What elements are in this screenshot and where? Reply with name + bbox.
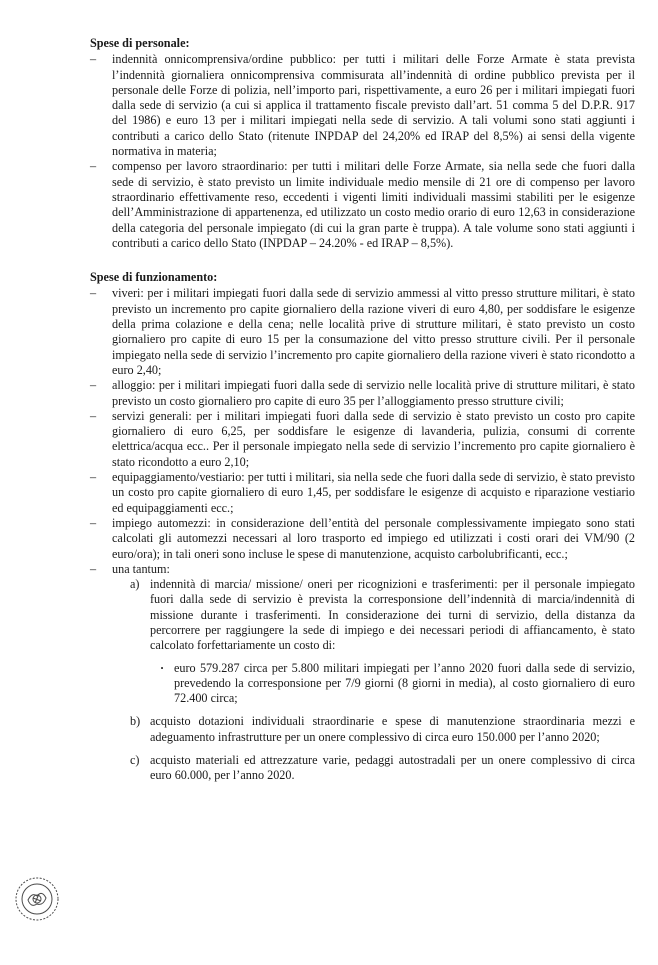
document-body <box>90 36 635 792</box>
personale-list <box>90 52 635 251</box>
list-item-equipaggiamento: – equipaggiamento/vestiario: per tutti i militari, sia nella sede che fuori dalla sede di servizio, è stato previsto un costo pro capite giornaliero di euro 1,45, per soddisfare le esigenze di acquisto e riparazione vestiario ed equipaggiamenti ecc.; <box>112 470 635 516</box>
sub-item: · euro 579.287 circa per 5.800 militari impiegati per l’anno 2020 fuori dalla sede di servizio, prevedendo la corresponsione per 7/9 giorni (8 giorni in media), al costo giornaliero di euro 72.400 circa; <box>174 661 635 707</box>
item-text: acquisto materiali ed attrezzature varie, pedaggi autostradali per un onere complessivo di circa euro 60.000, per l’anno 2020. <box>150 753 635 783</box>
item-marker: a) <box>130 577 140 592</box>
item-text: indennità di marcia/ missione/ oneri per ricognizioni e trasferimenti: per il personale impiegato fuori dalla sede di servizio è prevista la corresponsione dell’indennità di marcia/indennità di missione durante i trasferimenti. In considerazione dei turni di servizio, della distanza da percorrere per raggiungere la sede di impiego e dei necessari periodi di affiancamento, è stato calcolato forfettariamente un costo di: <box>150 577 635 653</box>
list-item-indennita: – indennità onnicomprensiva/ordine pubblico: per tutti i militari delle Forze Armate è stata prevista l’indennità giornaliera onnicomprensiva commisurata all’indennità di ordine pubblico prevista per il personale delle Forze di polizia, nell’importo pari, rispettivamente, a euro 26 per i militari impiegati fuori dalla sede di servizio (a cui si applica il trattamento fiscale previsto dall’art. 51 comma 5 del D.P.R. 917 del 1986) e euro 13 per i militari impiegati nella sede di servizio. A tali volumi sono stati aggiunti i contributi a carico dello Stato (ritenute INPDAP del 24,20% ed IRAP del 8,5%) ai sensi della vigente normativa in materia; <box>112 52 635 159</box>
list-item-una-tantum <box>112 562 635 784</box>
list-item-automezzi: – impiego automezzi: in considerazione dell’entità del personale complessivamente impiegato sono stati calcolati gli automezzi necessari al loro trasporto ed impiego ed utilizzati i costi orari dei VM/90 (2 euro/ora); in tali oneri sono incluse le spese di manutenzione, acquisto carbolubrificanti, ecc.; <box>112 516 635 562</box>
una-tantum-item-c <box>130 753 635 784</box>
una-tantum-sublist <box>150 661 635 707</box>
funzionamento-list <box>90 286 635 783</box>
list-item-straordinario: – compenso per lavoro straordinario: per tutti i militari delle Forze Armate, sia nella sede che fuori dalla sede di servizio, è stato previsto un limite individuale medio mensile di 21 ore di compenso per lavoro straordinario effettivamente reso, eccedenti i vigenti limiti individuali massimi stabiliti per le esigenze dell’Amministrazione di appartenenza, ed utilizzato un costo medio orario di euro 12,63 in considerazione della categoria del personale impiegato (di cui la gran parte è truppa). A tale volume sono stati aggiunti i contributi a carico dello Stato (INPDAP – 24.20% - ed IRAP – 8,5%). <box>112 159 635 251</box>
list-item-servizi-generali: – servizi generali: per i militari impiegati fuori dalla sede di servizio è stato previsto un costo pro capite giornaliero di euro 6,25, per soddisfare le esigenze di lavanderia, pulizia, consumi di corrente elettrica/acqua ecc.. Per il personale impiegato nella sede di servizio l’incremento pro capite giornaliero è stato ricondotto a euro 2,10; <box>112 409 635 470</box>
list-item-alloggio: – alloggio: per i militari impiegati fuori dalla sede di servizio nelle località prive di strutture militari, è stato previsto un costo giornaliero pro capite di euro 35 per l’alloggiamento presso strutture civili; <box>112 378 635 409</box>
section-heading-funzionamento: Spese di funzionamento: <box>90 270 218 285</box>
una-tantum-item-b <box>130 714 635 745</box>
item-marker: b) <box>130 714 141 729</box>
una-tantum-item-a <box>130 577 635 706</box>
item-text: acquisto dotazioni individuali straordinarie e spese di manutenzione straordinaria mezzi e adeguamento infrastrutture per un onere complessivo di circa euro 150.000 per l’anno 2020; <box>150 714 635 744</box>
official-seal-icon <box>14 876 60 922</box>
section-heading-personale: Spese di personale: <box>90 36 190 50</box>
list-item-viveri: – viveri: per i militari impiegati fuori dalla sede di servizio ammessi al vitto presso strutture militari, è stato previsto un incremento pro capite giornaliero della razione viveri di euro 4,80, per soddisfare le esigenze della prima colazione e della cena; nelle località prive di strutture militari, è stato previsto un costo giornaliero pro capite di euro 15 per la consumazione del vitto presso strutture civili. Per il personale impiegato nella sede di servizio l’incremento pro capite giornaliero della razione viveri è stato ricondotto a euro 2,40; <box>112 286 635 378</box>
item-marker: c) <box>130 753 140 768</box>
una-tantum-label: una tantum: <box>112 561 170 576</box>
una-tantum-list <box>112 577 635 784</box>
